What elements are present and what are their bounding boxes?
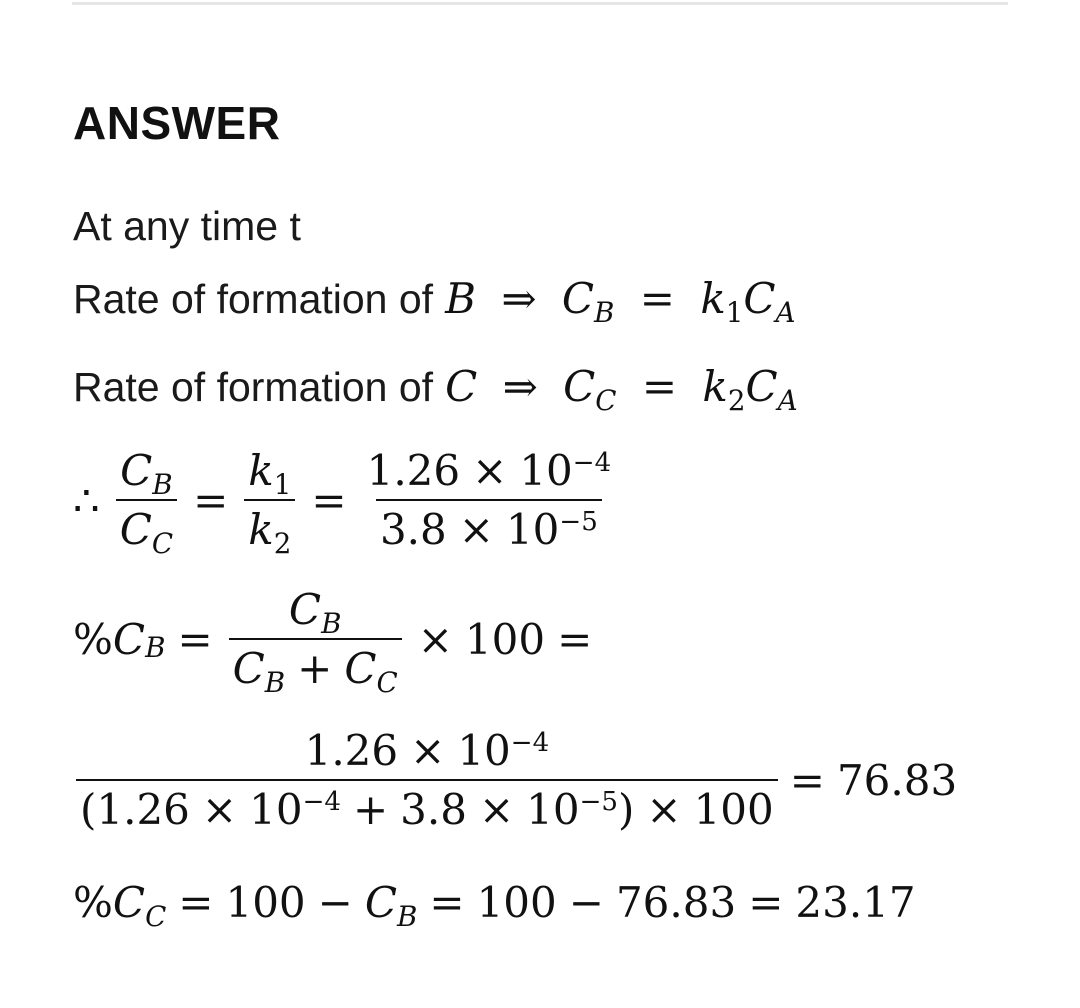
species-c: C	[445, 362, 478, 411]
cb-symbol: C	[561, 274, 595, 323]
equals-symbol: =	[639, 274, 675, 323]
ca-symbol: C	[743, 274, 776, 323]
rate-c-label: Rate of formation of	[73, 364, 434, 410]
equals-symbol: =	[789, 755, 825, 805]
k1-over-k2-fraction: $\frac{k_1}{k_2}$	[244, 446, 295, 554]
k2-symbol: k	[702, 362, 728, 411]
k1-symbol: k	[700, 274, 726, 323]
minus-symbol: −	[568, 878, 604, 927]
percent-symbol: %	[73, 614, 113, 664]
hundred-value: 100	[464, 614, 546, 664]
implies-symbol: ⇒	[502, 362, 538, 411]
answer-heading: ANSWER	[73, 97, 281, 149]
k2-subscript: 2	[727, 383, 746, 417]
cc-subscript: C	[595, 383, 617, 417]
cb-over-cc-fraction: $\frac{C_B}{C_C}$	[116, 446, 177, 554]
k1-subscript: 1	[725, 295, 744, 329]
rate-constant-fraction: $\frac{1.26 \times 10^{-4}}{3.8 \times 10^{-5}}$	[366, 446, 612, 554]
rate-c-line	[73, 362, 798, 417]
ratio-equation	[73, 446, 619, 560]
rate-b-line	[73, 274, 796, 329]
equals-symbol: =	[178, 878, 214, 927]
intro-text: At any time t	[73, 203, 301, 249]
cb-fraction: $\frac{C_B}{C_B + C_C}$	[229, 585, 402, 693]
equals-symbol: =	[557, 614, 593, 664]
equals-symbol: =	[429, 878, 465, 927]
equals-symbol: =	[748, 878, 784, 927]
percent-cb-value-fraction: $\frac{1.26 \times 10^{-4}}{(1.26 \times 10^{-4} + 3.8 \times 10^{-5}) \times 100}$	[76, 726, 778, 834]
implies-symbol: ⇒	[501, 274, 537, 323]
percent-cb-equation: % C B = $\frac{C_B}{C_B + C_C}$ × 100 =	[73, 585, 593, 699]
times-symbol: ×	[417, 614, 453, 664]
minus-symbol: −	[317, 878, 353, 927]
top-divider	[72, 2, 1008, 5]
equals-symbol: =	[177, 614, 213, 664]
equals-symbol: =	[641, 362, 678, 411]
percent-cc-equation: % C C = 100 − C B = 100 − 76.83 = 23.17	[73, 878, 916, 933]
intro-line	[73, 203, 301, 250]
species-b: B	[445, 274, 476, 323]
cc-symbol: C	[563, 362, 596, 411]
percent-cb-result: 76.83	[836, 755, 958, 805]
equals-symbol: =	[193, 475, 229, 525]
rate-b-label: Rate of formation of	[73, 276, 434, 322]
percent-cb-value-equation	[76, 726, 957, 834]
therefore-symbol: ∴	[73, 475, 100, 525]
ca-subscript: A	[775, 295, 796, 329]
equals-symbol: =	[311, 475, 347, 525]
ca-subscript: A	[777, 383, 798, 417]
percent-cc-result: 23.17	[795, 878, 916, 927]
percent-symbol: %	[73, 878, 113, 927]
cb-subscript: B	[594, 295, 615, 329]
ca-symbol: C	[745, 362, 778, 411]
